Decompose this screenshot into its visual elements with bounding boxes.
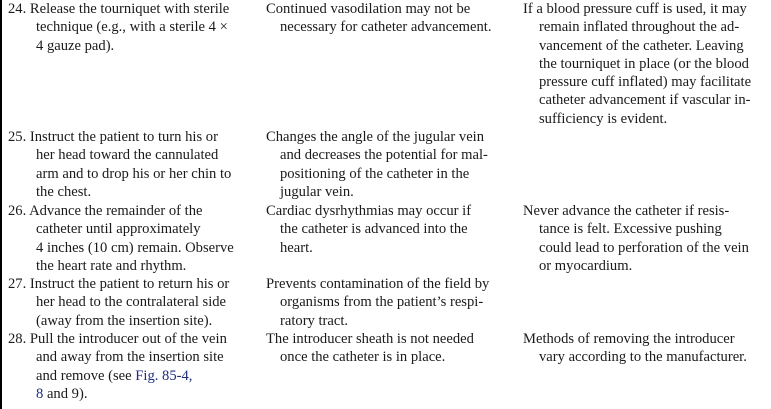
step-cell	[8, 0, 254, 55]
step-text-line	[8, 367, 254, 385]
notes-text-line: vary according to the manufacturer.	[539, 349, 747, 366]
rationale-text-line: and decreases the potential for mal-	[280, 147, 488, 164]
step-text-line: arm and to drop his or her chin to	[36, 165, 232, 182]
figure-reference-link[interactable]: Fig. 85-4,	[135, 367, 193, 384]
step-cell	[8, 330, 254, 403]
step-text-line: 4 gauze pad).	[36, 37, 115, 54]
step-text-line: 24. Release the tourniquet with sterile	[8, 1, 230, 17]
step-text-line	[8, 385, 254, 403]
rationale-text-line: The introducer sheath is not needed	[266, 331, 474, 347]
step-text-line: technique (e.g., with a sterile 4 ×	[36, 19, 228, 36]
step-text-line: 28. Pull the introducer out of the vein	[8, 331, 227, 347]
step-text-line: the chest.	[36, 183, 92, 200]
rationale-text-line: ratory tract.	[280, 312, 349, 329]
step-text-fragment: and remove (see	[36, 367, 136, 384]
step-text-line: and away from the insertion site	[36, 349, 224, 366]
notes-cell	[523, 330, 769, 367]
notes-text-line: Never advance the catheter if resis-	[523, 203, 730, 219]
step-text-line: catheter until approximately	[36, 221, 201, 238]
left-border-rule	[0, 0, 2, 409]
step-cell	[8, 275, 254, 330]
notes-text-line: pressure cuff inflated) may facilitate	[539, 74, 752, 91]
rationale-cell	[266, 202, 512, 257]
step-text-line: 27. Instruct the patient to return his or	[8, 276, 230, 292]
rationale-text-line: Continued vasodilation may not be	[266, 1, 471, 17]
notes-text-line: vancement of the catheter. Leaving	[539, 37, 744, 54]
notes-cell	[523, 0, 769, 128]
step-text-line: 4 inches (10 cm) remain. Observe	[36, 239, 234, 256]
step-text-fragment: and 9).	[43, 385, 88, 402]
notes-text-line: If a blood pressure cuff is used, it may	[523, 1, 747, 17]
rationale-text-line: Changes the angle of the jugular vein	[266, 129, 485, 145]
rationale-cell	[266, 330, 512, 367]
step-text-line: the heart rate and rhythm.	[36, 257, 187, 274]
notes-text-line: Methods of removing the introducer	[523, 331, 735, 347]
step-text-line: 26. Advance the remainder of the	[8, 203, 203, 219]
step-text-line: her head toward the cannulated	[36, 147, 219, 164]
rationale-text-line: Prevents contamination of the field by	[266, 276, 490, 292]
step-text-line: her head to the contralateral side	[36, 294, 227, 311]
step-cell	[8, 128, 254, 201]
notes-text-line: the tourniquet in place (or the blood	[539, 55, 749, 72]
rationale-text-line: Cardiac dysrhythmias may occur if	[266, 203, 472, 219]
notes-text-line: tance is felt. Excessive pushing	[539, 221, 722, 238]
notes-text-line: catheter advancement if vascular in-	[539, 92, 751, 109]
notes-cell	[523, 202, 769, 275]
notes-text-line: could lead to perforation of the vein	[539, 239, 749, 256]
rationale-cell	[266, 128, 512, 201]
rationale-text-line: heart.	[280, 239, 313, 256]
rationale-text-line: once the catheter is in place.	[280, 349, 446, 366]
rationale-text-line: the catheter is advanced into the	[280, 221, 468, 238]
rationale-text-line: positioning of the catheter in the	[280, 165, 470, 182]
rationale-text-line: jugular vein.	[280, 183, 354, 200]
notes-text-line: remain inflated throughout the ad-	[539, 19, 740, 36]
rationale-cell	[266, 275, 512, 330]
step-cell	[8, 202, 254, 275]
figure-reference-link[interactable]: 8	[36, 385, 44, 402]
notes-text-line: or myocardium.	[539, 257, 633, 274]
notes-text-line: sufficiency is evident.	[539, 110, 668, 127]
rationale-text-line: necessary for catheter advancement.	[280, 19, 492, 36]
rationale-text-line: organisms from the patient’s respi-	[280, 294, 484, 311]
step-text-line: (away from the insertion site).	[36, 312, 213, 329]
step-text-line: 25. Instruct the patient to turn his or	[8, 129, 218, 145]
rationale-cell	[266, 0, 512, 37]
